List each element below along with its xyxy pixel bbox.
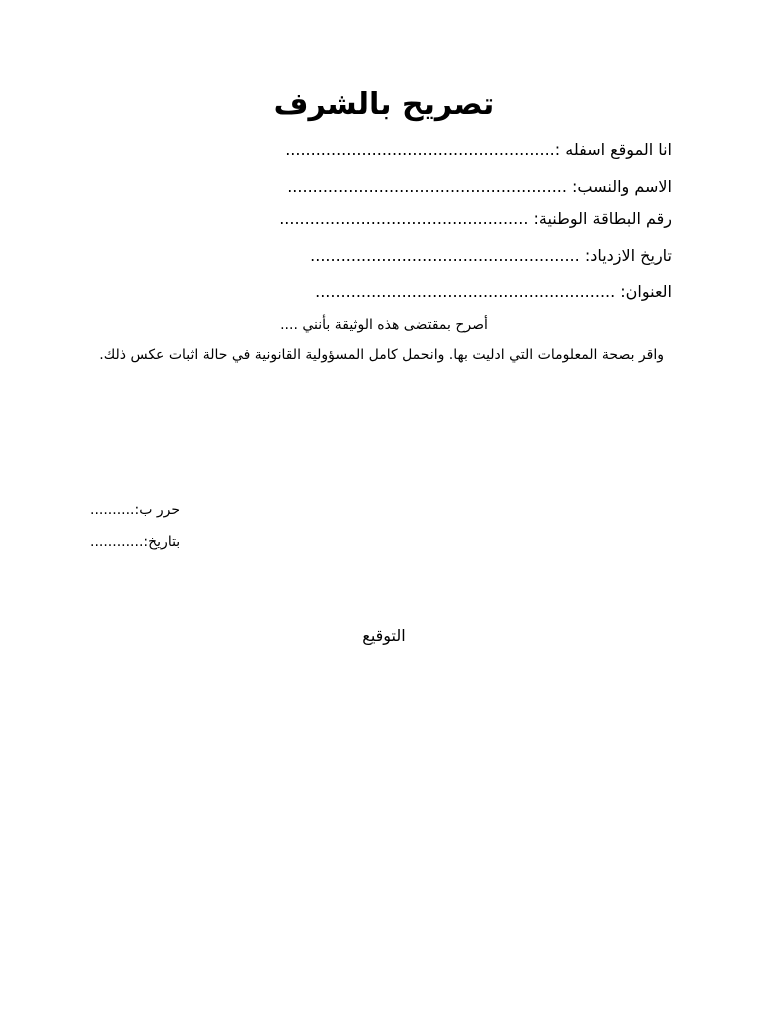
national-id-field: رقم البطاقة الوطنية: ................................................. (279, 209, 672, 228)
address-field: العنوان: ........................................................... (315, 282, 672, 301)
name-field: الاسم والنسب: ....................................................... (287, 177, 672, 196)
affirmation-text: واقر بصحة المعلومات التي ادليت بها. وانحمل كامل المسؤولية القانونية في حالة اثبات عكس ذلك. (99, 347, 664, 363)
birth-date-field: تاريخ الازدياد: ..................................................... (310, 246, 672, 265)
signature-label: التوقيع (362, 626, 406, 645)
undersigned-field: انا الموقع اسفله :..................................................... (285, 140, 672, 159)
page-title: تصريح بالشرف (273, 87, 495, 122)
date-field: ............:بتاريخ (90, 534, 181, 550)
written-at-field: ..........:حرر ب (90, 502, 180, 518)
declaration-text: أصرح بمقتضى هذه الوثيقة بأنني .... (280, 317, 488, 333)
